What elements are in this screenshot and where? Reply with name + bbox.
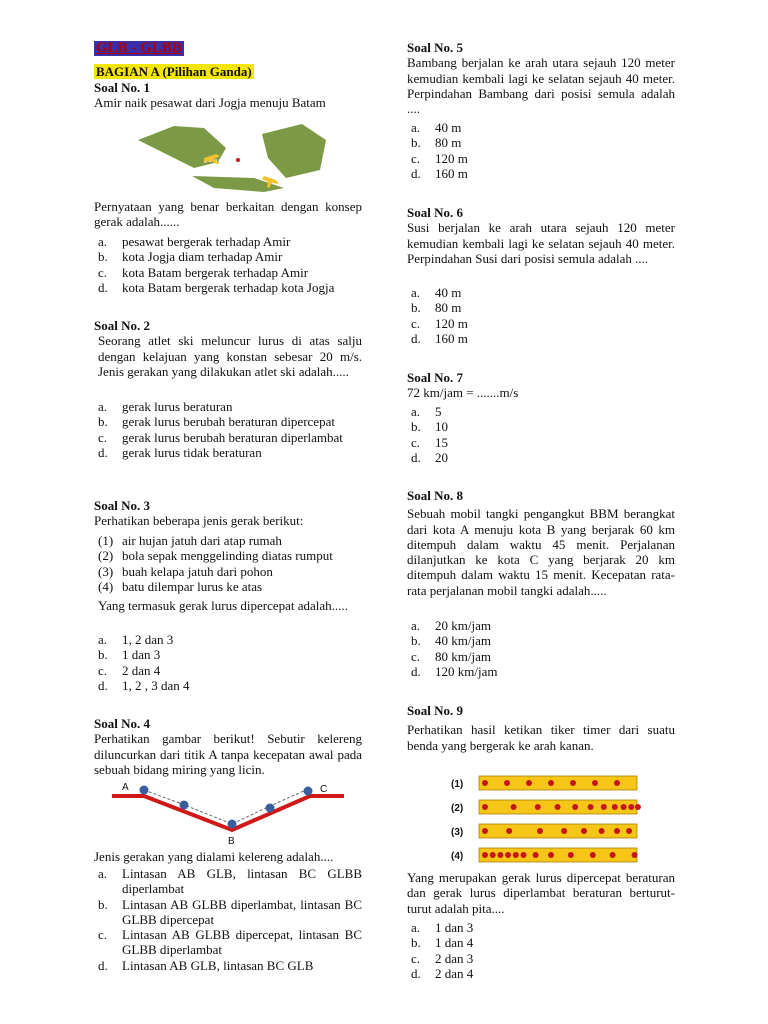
option-key: b. (411, 419, 421, 435)
question-text: 72 km/jam = .......m/s (407, 385, 519, 401)
option-b[interactable] (407, 419, 675, 434)
tape-dot (614, 828, 620, 834)
option-key: a. (98, 866, 108, 881)
option-key: d. (411, 449, 421, 465)
option-text: 160 m (435, 330, 468, 346)
tape-dot (504, 780, 510, 786)
list-item (94, 548, 362, 563)
tape-dot (572, 804, 578, 810)
item-key: (4) (98, 578, 114, 594)
point-b-label: B (228, 836, 235, 847)
option-key: c. (98, 429, 108, 445)
tape-dot (482, 828, 488, 834)
tape-dot (497, 852, 503, 858)
option-text: 40 km/jam (435, 633, 491, 649)
tape-dot (505, 852, 511, 858)
option-text: gerak lurus berubah beraturan diperlambat (122, 429, 343, 445)
option-a[interactable] (94, 632, 362, 647)
option-text: kota Batam bergerak terhadap kota Jogja (122, 279, 335, 295)
option-key: a. (411, 120, 421, 135)
question-label: Soal No. 3 (94, 498, 150, 513)
question-text: Amir naik pesawat dari Jogja menuju Batam (94, 95, 326, 111)
option-a[interactable] (94, 399, 362, 414)
option-text: Lintasan AB GLBB diperlambat, lintasan BC GLBB dipercepat (122, 896, 362, 927)
option-key: d. (98, 279, 108, 295)
tape-dot (588, 804, 594, 810)
question-4 (94, 716, 362, 777)
tape-dot (635, 804, 641, 810)
question-6 (407, 205, 675, 266)
option-key: b. (98, 896, 108, 912)
tape-row-3 (451, 824, 637, 838)
option-d[interactable] (407, 450, 675, 465)
option-c[interactable] (407, 649, 675, 664)
option-text: 80 km/jam (435, 648, 491, 664)
option-key: a. (411, 618, 421, 633)
tape-dot (511, 804, 517, 810)
option-key: c. (98, 264, 108, 280)
option-a[interactable] (407, 404, 675, 419)
option-text: 40 m (435, 120, 462, 135)
question-9-prompt: Yang merupakan gerak lurus dipercepat beraturan dan gerak lurus diperlambat beraturan berturut-turut adalah pita.... (407, 870, 675, 916)
question-text: Bambang berjalan ke arah utara sejauh 120 meter kemudian kembali lagi ke selatan sejauh 40 meter. Perpindahan Bambang dari posisi semula adalah .... (407, 55, 675, 117)
question-label: Soal No. 8 (407, 488, 463, 503)
question-4-options (94, 866, 362, 973)
option-text: Lintasan AB GLBB dipercepat, lintasan BC GLBB diperlambat (122, 927, 362, 958)
question-text: Perhatikan beberapa jenis gerak berikut: (94, 513, 304, 529)
tape-dot (599, 828, 605, 834)
tape-label: (3) (451, 827, 464, 838)
option-key: d. (411, 663, 421, 679)
tape-row-1 (451, 776, 637, 790)
option-key: c. (411, 950, 421, 966)
option-a[interactable] (94, 234, 362, 249)
question-label: Soal No. 7 (407, 370, 463, 385)
option-a[interactable] (407, 120, 675, 135)
marble-ball (140, 786, 149, 795)
tape-dot (482, 852, 488, 858)
list-item (94, 579, 362, 594)
tape-dot (626, 828, 632, 834)
option-text: 20 (435, 449, 448, 465)
kalimantan-landmass (262, 124, 326, 178)
tape-label: (2) (451, 803, 464, 814)
tape-dot (614, 780, 620, 786)
option-b[interactable] (94, 414, 362, 429)
question-2 (94, 318, 362, 379)
option-a[interactable] (407, 285, 675, 300)
tape-dot (592, 780, 598, 786)
option-d[interactable] (94, 280, 362, 295)
tape-row-2 (451, 800, 637, 814)
option-text: 5 (435, 404, 442, 419)
option-key: c. (411, 648, 421, 664)
option-key: a. (411, 285, 421, 300)
question-label: Soal No. 5 (407, 40, 463, 55)
option-key: c. (411, 150, 421, 166)
option-key: a. (98, 399, 108, 414)
marble-ball (304, 787, 313, 796)
option-text: 2 dan 4 (435, 965, 474, 981)
tape-dot (561, 828, 567, 834)
question-9-options (407, 920, 675, 981)
option-key: b. (411, 135, 421, 151)
option-key: d. (98, 957, 108, 973)
option-c[interactable] (407, 316, 675, 331)
option-key: b. (98, 647, 108, 663)
option-c[interactable] (407, 435, 675, 450)
question-3-items (94, 533, 362, 594)
tape-dot (568, 852, 574, 858)
option-text: 120 m (435, 315, 468, 331)
option-d[interactable] (94, 958, 362, 973)
tape-dot (601, 804, 607, 810)
option-text: 1 dan 3 (122, 647, 161, 663)
option-key: d. (411, 965, 421, 981)
tape-dot (482, 780, 488, 786)
question-8 (407, 488, 675, 598)
option-text: 40 m (435, 285, 462, 300)
doc-title-wrap (94, 40, 362, 56)
option-key: b. (411, 935, 421, 951)
option-text: kota Batam bergerak terhadap Amir (122, 264, 309, 280)
item-key: (1) (98, 533, 114, 548)
question-3-options (94, 632, 362, 693)
tape-dot (612, 804, 618, 810)
tape-label: (4) (451, 851, 464, 862)
option-text: 80 m (435, 135, 462, 151)
option-key: a. (411, 404, 421, 419)
question-2-options (94, 399, 362, 460)
tape-dot (548, 852, 554, 858)
point-a-label: A (122, 782, 129, 793)
tape-dot (628, 804, 634, 810)
option-key: b. (411, 633, 421, 649)
tape-strip (479, 776, 637, 790)
question-3-prompt: Yang termasuk gerak lurus dipercepat adalah..... (98, 598, 348, 613)
tape-dot (526, 780, 532, 786)
question-label: Soal No. 1 (94, 80, 150, 95)
option-key: d. (98, 677, 108, 693)
option-key: d. (98, 444, 108, 460)
option-a[interactable] (407, 618, 675, 633)
option-text: 1 dan 4 (435, 935, 474, 951)
option-b[interactable] (407, 300, 675, 315)
option-text: 20 km/jam (435, 618, 491, 633)
option-text: 1, 2 dan 3 (122, 632, 174, 647)
question-5 (407, 40, 675, 116)
tape-dot (632, 852, 638, 858)
map-figure (134, 118, 332, 198)
option-text: 1 dan 3 (435, 920, 474, 935)
option-a[interactable] (407, 920, 675, 935)
option-text: gerak lurus berubah beraturan dipercepat (122, 414, 335, 430)
option-d[interactable] (407, 166, 675, 181)
option-key: c. (98, 927, 108, 943)
option-key: b. (98, 249, 108, 265)
question-text: Perhatikan gambar berikut! Sebutir kelereng diluncurkan dari titik A tanpa kecepatan awal pada sebuah bidang miring yang licin. (94, 731, 362, 777)
option-key: d. (411, 330, 421, 346)
marble-ball (180, 801, 189, 810)
item-key: (3) (98, 563, 114, 579)
option-key: b. (98, 414, 108, 430)
tape-dot (555, 804, 561, 810)
option-text: Lintasan AB GLB, lintasan BC GLBB diperlambat (122, 866, 362, 897)
option-d[interactable] (94, 678, 362, 693)
doc-title: GLB - GLBB (96, 40, 182, 56)
option-text: 1, 2 , 3 dan 4 (122, 677, 190, 693)
question-label: Soal No. 6 (407, 205, 463, 220)
tape-dot (521, 852, 527, 858)
tape-strip (479, 824, 637, 838)
option-key: d. (411, 165, 421, 181)
question-8-options (407, 618, 675, 679)
option-key: c. (411, 434, 421, 450)
question-7-options (407, 404, 675, 465)
question-text: Sebuah mobil tangki pengangkut BBM berangkat dari kota A menuju kota B yang berjarak 60 km ditempuh dalam waktu 45 menit. Perjalanan dilanjutkan ke kota C yang berjarak 20 km ditempuh dalam waktu 15 menit. Kecepatan rata-rata perjalanan mobil tangki adalah..... (407, 506, 675, 598)
tape-dot (506, 828, 512, 834)
option-d[interactable] (94, 445, 362, 460)
tape-dot (570, 780, 576, 786)
tape-dot (490, 852, 496, 858)
tape-dot (548, 780, 554, 786)
marble-ball (266, 804, 275, 813)
option-text: 2 dan 3 (435, 950, 474, 966)
question-label: Soal No. 9 (407, 703, 463, 718)
question-7 (407, 370, 675, 401)
question-5-options (407, 120, 675, 181)
section-title-wrap (94, 64, 362, 79)
option-text: gerak lurus beraturan (122, 399, 233, 414)
option-c[interactable] (94, 265, 362, 280)
question-text: Perhatikan hasil ketikan tiker timer dari suatu benda yang bergerak ke arah kanan. (407, 722, 675, 753)
option-b[interactable] (94, 897, 362, 928)
city-marker (236, 158, 240, 162)
item-text: air hujan jatuh dari atap rumah (122, 533, 282, 548)
question-1 (94, 80, 362, 111)
option-c[interactable] (94, 663, 362, 678)
option-c[interactable] (94, 430, 362, 445)
list-item (94, 564, 362, 579)
option-c[interactable] (407, 951, 675, 966)
option-b[interactable] (407, 135, 675, 150)
option-d[interactable] (407, 331, 675, 346)
ticker-tape-figure (451, 772, 647, 864)
option-text: 120 m (435, 150, 468, 166)
option-b[interactable] (94, 647, 362, 662)
option-key: c. (411, 315, 421, 331)
item-text: buah kelapa jatuh dari pohon (122, 563, 273, 579)
option-key: b. (411, 300, 421, 316)
option-text: 120 km/jam (435, 663, 498, 679)
option-text: kota Jogja diam terhadap Amir (122, 249, 283, 265)
question-1-options (94, 234, 362, 295)
tape-dot (533, 852, 539, 858)
tape-row-4 (451, 848, 637, 862)
option-b[interactable] (94, 249, 362, 264)
option-key: a. (98, 632, 108, 647)
tape-dot (581, 828, 587, 834)
tape-dot (610, 852, 616, 858)
option-c[interactable] (94, 927, 362, 958)
question-1-prompt: Pernyataan yang benar berkaitan dengan konsep gerak adalah...... (94, 199, 362, 230)
option-b[interactable] (407, 633, 675, 648)
question-6-options (407, 285, 675, 346)
list-item (94, 533, 362, 548)
item-text: bola sepak menggelinding diatas rumput (122, 548, 333, 564)
option-key: a. (98, 234, 108, 249)
option-b[interactable] (407, 935, 675, 950)
option-d[interactable] (407, 966, 675, 981)
option-a[interactable] (94, 866, 362, 897)
option-text: pesawat bergerak terhadap Amir (122, 234, 291, 249)
option-key: c. (98, 662, 108, 678)
tape-dot (590, 852, 596, 858)
ramp-figure (110, 780, 350, 848)
section-title: BAGIAN A (Pilihan Ganda) (96, 64, 252, 79)
option-key: a. (411, 920, 421, 935)
tape-label: (1) (451, 779, 464, 790)
option-text: Lintasan AB GLB, lintasan BC GLB (122, 957, 314, 973)
question-4-prompt: Jenis gerakan yang dialami kelereng adalah.... (94, 849, 334, 864)
item-text: batu dilempar lurus ke atas (122, 578, 263, 594)
tape-dot (535, 804, 541, 810)
item-key: (2) (98, 548, 114, 564)
question-label: Soal No. 4 (94, 716, 150, 731)
option-c[interactable] (407, 151, 675, 166)
marble-ball (228, 820, 237, 829)
option-text: 160 m (435, 165, 468, 181)
question-text: Susi berjalan ke arah utara sejauh 120 meter kemudian kembali lagi ke selatan sejauh 40 meter. Perpindahan Susi dari posisi semula adalah .... (407, 220, 675, 266)
option-text: gerak lurus tidak beraturan (122, 444, 262, 460)
option-text: 80 m (435, 300, 462, 316)
point-c-label: C (320, 784, 328, 795)
option-text: 10 (435, 419, 448, 435)
option-text: 2 dan 4 (122, 662, 161, 678)
option-text: 15 (435, 434, 448, 450)
tape-dot (537, 828, 543, 834)
option-d[interactable] (407, 664, 675, 679)
question-3 (94, 498, 362, 529)
tape-dot (621, 804, 627, 810)
tape-dot (482, 804, 488, 810)
question-text: Seorang atlet ski meluncur lurus di atas salju dengan kelajuan yang konstan sebesar 20 m/s. Jenis gerakan yang dilakukan atlet ski adalah..... (98, 333, 362, 379)
question-9 (407, 703, 675, 753)
question-label: Soal No. 2 (94, 318, 150, 333)
tape-dot (513, 852, 519, 858)
